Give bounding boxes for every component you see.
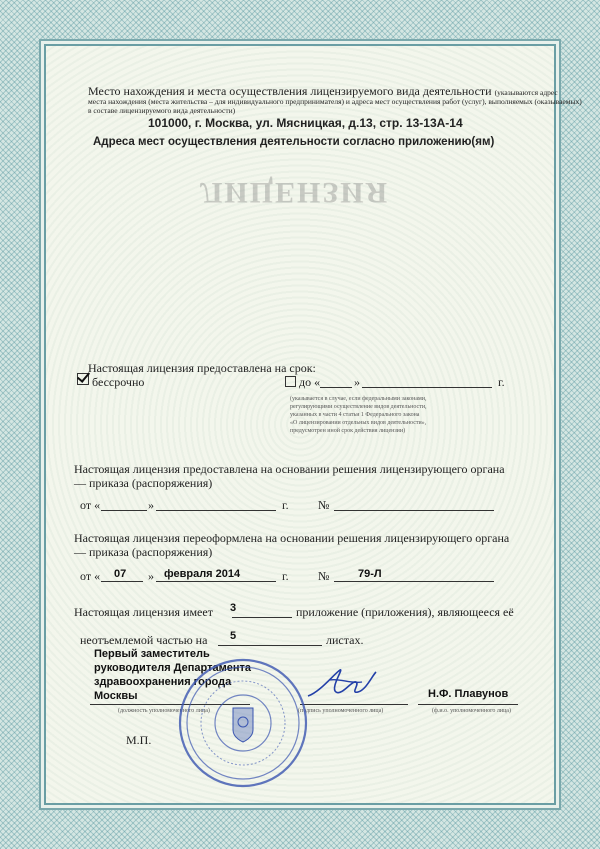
term-label: Настоящая лицензия предоставлена на срок: [88, 361, 316, 375]
term-note-1: (указывается в случае, если федеральными законами, [290, 396, 427, 402]
reissue-line1: Настоящая лицензия переоформлена на основании решения лицензирующего органа [74, 531, 510, 545]
term-note-4: «О лицензировании отдельных видов деятельности», [290, 420, 427, 426]
until-quote: » [354, 375, 360, 389]
name-note: (ф.и.о. уполномоченного лица) [432, 708, 511, 714]
address: 101000, г. Москва, ул. Мясницкая, д.13, стр. 13-13А-14 [148, 116, 463, 130]
appendix-line2: неотъемлемой частью на [80, 633, 208, 647]
name-line [418, 704, 518, 705]
grant-line1: Настоящая лицензия предоставлена на основании решения лицензирующего органа [74, 462, 505, 476]
appendix-sheets-suffix: листах. [326, 633, 364, 647]
position-4: Москвы [94, 690, 138, 702]
indefinite-checkbox[interactable] [77, 373, 89, 385]
grant-day-line [101, 510, 147, 511]
reissue-quote: » [148, 569, 154, 583]
reissue-day-line [101, 581, 143, 582]
signature-note: (подпись уполномоченного лица) [298, 708, 384, 714]
appendix-sheets-line [218, 645, 322, 646]
appendix-prefix: Настоящая лицензия имеет [74, 605, 213, 619]
grant-month-line [156, 510, 276, 511]
reissue-month-year: февраля 2014 [164, 568, 241, 580]
signature-graphic [300, 662, 380, 704]
grant-line2: — приказа (распоряжения) [74, 476, 213, 490]
reissue-number: 79-Л [358, 568, 382, 580]
until-day-line [320, 387, 352, 388]
grant-quote: » [148, 498, 154, 512]
header-line3: в составе лицензируемого вида деятельности) [88, 106, 236, 115]
until-field: до « [285, 375, 320, 389]
term-note-2: регулирующими осуществление видов деятельности, [290, 404, 427, 410]
grant-year: г. [282, 498, 289, 512]
appendix-suffix: приложение (приложения), являющееся её [296, 605, 514, 619]
grant-number-sign: № [318, 498, 330, 512]
official-seal [176, 656, 310, 790]
position-2: руководителя Департамента [94, 662, 252, 674]
ghost-title: ЛИЦЕНЗИЯ [200, 176, 390, 209]
grant-from: от « [80, 498, 101, 512]
until-month-line [362, 387, 492, 388]
reissue-number-line [334, 581, 494, 582]
header-line1: Место нахождения и места осуществления лицензируемого вида деятельности (указываются адрес [88, 84, 558, 98]
signatory-name: Н.Ф. Плавунов [428, 688, 509, 700]
addresses-note: Адреса мест осуществления деятельности согласно приложению(ям) [93, 136, 495, 148]
signature-line [300, 704, 408, 705]
header-line2: места нахождения (места жительства – для индивидуального предпринимателя) и адреса мест осуществления работ (услуг), выполняемых (оказываемых) [88, 97, 582, 106]
seal-place-label: М.П. [126, 733, 152, 747]
reissue-month-line [156, 581, 276, 582]
position-1: Первый заместитель [94, 648, 210, 660]
reissue-number-sign: № [318, 569, 330, 583]
reissue-day: 07 [114, 568, 127, 580]
reissue-from: от « [80, 569, 101, 583]
until-year: г. [498, 375, 505, 389]
appendix-count-line [232, 617, 292, 618]
term-note-5: предусмотрен иной срок действия лицензии) [290, 428, 406, 434]
appendix-sheets: 5 [230, 630, 237, 642]
appendix-count: 3 [230, 602, 237, 614]
term-note-3: указанных в части 4 статьи 1 Федерального закона [290, 412, 420, 418]
indefinite-label: бессрочно [92, 375, 145, 389]
reissue-line2: — приказа (распоряжения) [74, 545, 213, 559]
position-note: (должность уполномоченного лица) [118, 708, 210, 714]
reissue-year: г. [282, 569, 289, 583]
grant-number-line [334, 510, 494, 511]
position-3: здравоохранения города [94, 676, 232, 688]
until-checkbox[interactable] [285, 376, 296, 387]
